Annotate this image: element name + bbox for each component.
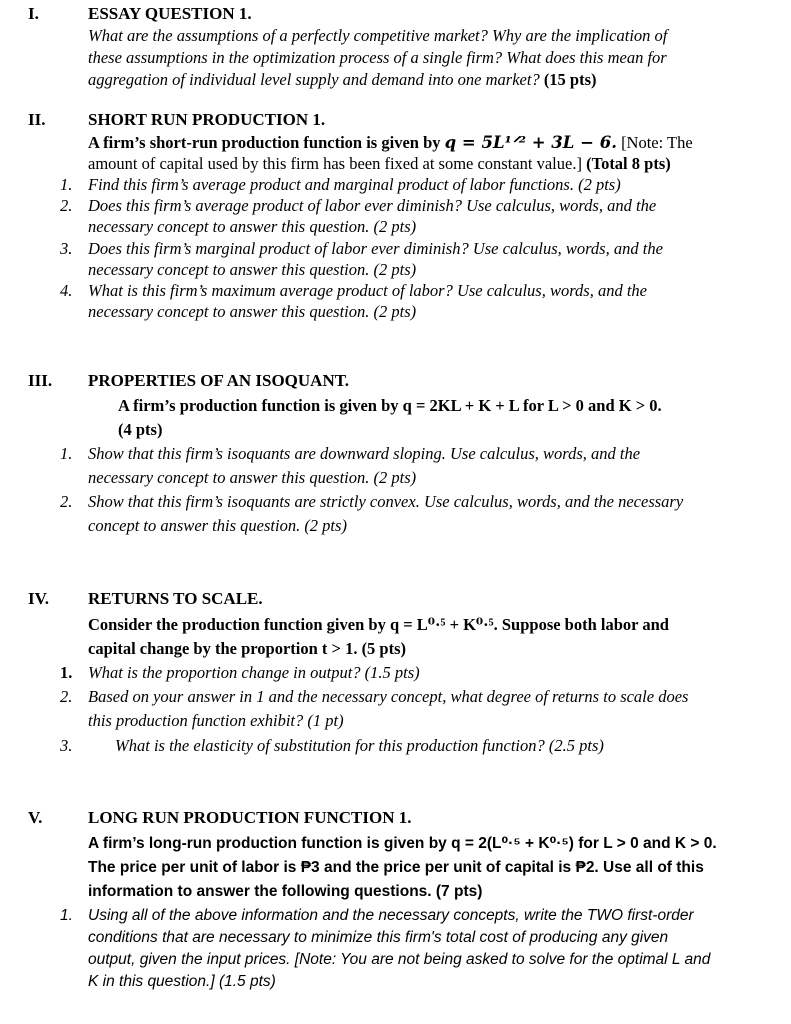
- section-title: RETURNS TO SCALE.: [88, 589, 263, 608]
- section-intro: capital change by the proportion t > 1. (5 pts): [88, 639, 407, 658]
- section-intro: A firm’s long-run production function is given by q = 2(L⁰·⁵ + K⁰·⁵) for L > 0 and K > 0.: [88, 835, 717, 852]
- points: (4 pts): [118, 420, 163, 439]
- section-title: LONG RUN PRODUCTION FUNCTION 1.: [88, 808, 412, 827]
- section-intro: information to answer the following questions. (7 pts): [88, 883, 483, 900]
- points: (15 pts): [543, 70, 597, 89]
- points: (Total 8 pts): [586, 154, 671, 173]
- question-text: these assumptions in the optimization process of a single firm? What does this mean for: [88, 48, 667, 67]
- section-intro: A firm’s production function is given by q = 2KL + K + L for L > 0 and K > 0.: [118, 396, 662, 415]
- section-intro: The price per unit of labor is ₱3 and the price per unit of capital is ₱2. Use all of this: [88, 859, 704, 876]
- formula: q = 5L¹ᐟ² + 3L − 6.: [444, 133, 617, 152]
- section-title: ESSAY QUESTION 1.: [88, 4, 252, 23]
- question-text: What are the assumptions of a perfectly competitive market? Why are the implication of: [88, 26, 668, 45]
- section-intro: A firm’s short-run production function is given by q = 5L¹ᐟ² + 3L − 6. [Note: The: [88, 133, 693, 152]
- question-text: aggregation of individual level supply and demand into one market? (15 pts): [88, 70, 597, 89]
- section-numeral: II.: [28, 110, 46, 129]
- section-intro: Consider the production function given by q = L⁰·⁵ + K⁰·⁵. Suppose both labor and: [88, 615, 669, 634]
- section-numeral: I.: [28, 4, 39, 23]
- section-title: SHORT RUN PRODUCTION 1.: [88, 110, 326, 129]
- section-numeral: III.: [28, 371, 53, 390]
- section-numeral: IV.: [28, 589, 49, 608]
- section-title: PROPERTIES OF AN ISOQUANT.: [88, 371, 350, 390]
- section-intro: amount of capital used by this firm has been fixed at some constant value.] (Total 8 pts): [88, 154, 671, 173]
- section-numeral: V.: [28, 808, 43, 827]
